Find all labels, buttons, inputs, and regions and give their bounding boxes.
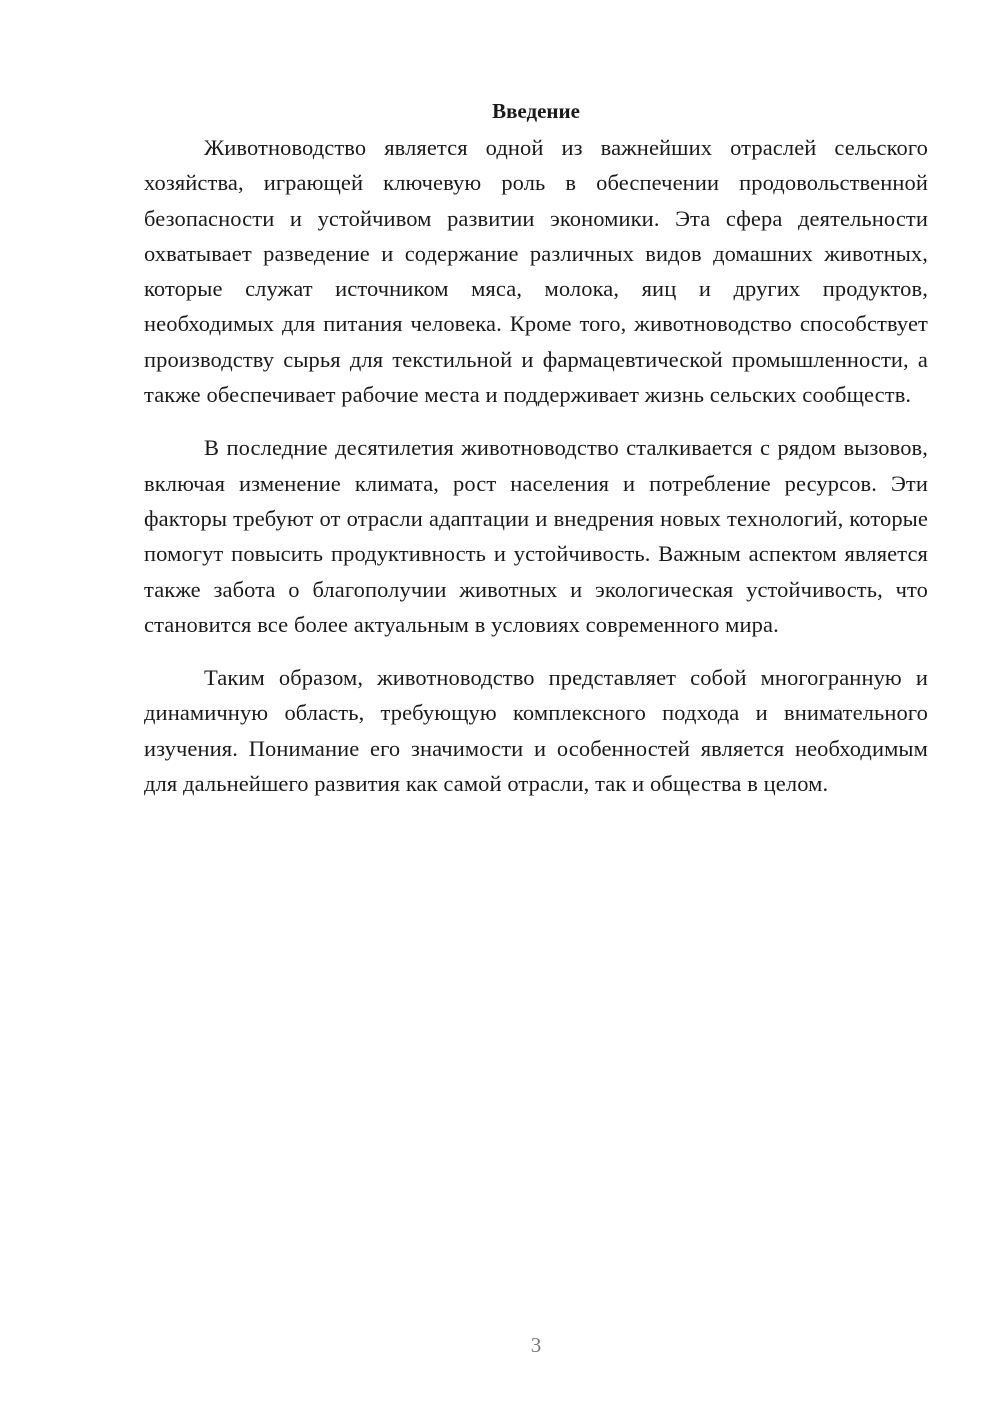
paragraph-3: Таким образом, животноводство представляет собой многогранную и динамичную область, требующую комплексного подхода и внимательного изучения. Понимание его значимости и особенностей является необходимым для дальнейшего развития как самой отрасли, так и общества в целом.: [144, 665, 928, 797]
paragraph-2: В последние десятилетия животноводство сталкивается с рядом вызовов, включая изменение климата, рост населения и потребление ресурсов. Эти факторы требуют от отрасли адаптации и внедрения новых технологий, которые помогут повысить продуктивность и устойчивость. Важным аспектом является также забота о благополучии животных и экологическая устойчивость, что становится все более актуальным в условиях современного мира.: [144, 435, 928, 637]
page-number: 3: [530, 1333, 542, 1357]
page-content: [144, 96, 928, 819]
paragraph-1: Животноводство является одной из важнейших отраслей сельского хозяйства, играющей ключевую роль в обеспечении продовольственной безопасности и устойчивом развитии экономики. Эта сфера деятельности охватывает разведение и содержание различных видов домашних животных, которые служат источником мяса, молока, яиц и других продуктов, необходимых для питания человека. Кроме того, животноводство способствует производству сырья для текстильной и фармацевтической промышленности, а также обеспечивает рабочие места и поддерживает жизнь сельских сообществ.: [144, 135, 928, 408]
section-heading: Введение: [492, 99, 580, 123]
